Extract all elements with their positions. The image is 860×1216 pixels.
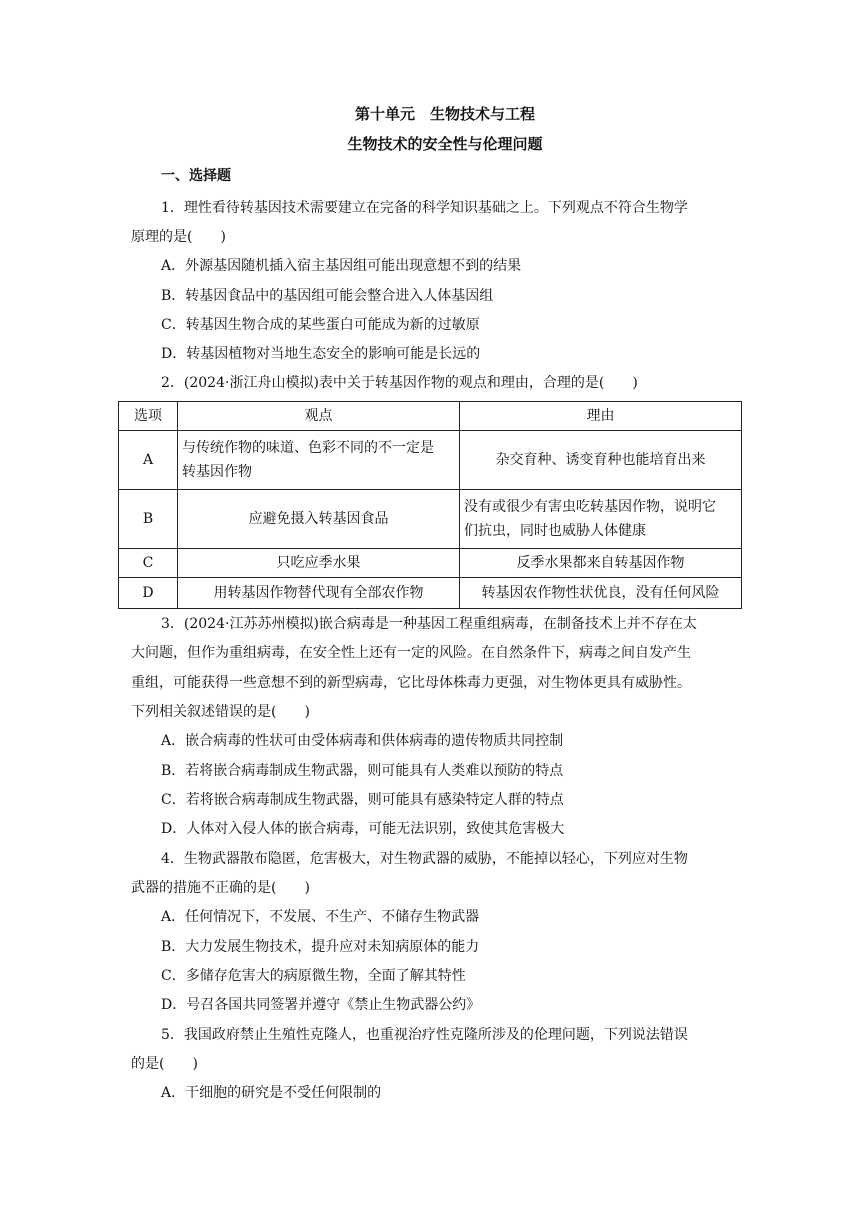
row-option: D bbox=[119, 578, 178, 609]
lesson-title: 生物技术的安全性与伦理问题 bbox=[347, 135, 543, 153]
row-reason bbox=[460, 490, 742, 549]
header-reason: 理由 bbox=[460, 402, 742, 431]
q5-option-a: A．干细胞的研究是不受任何限制的 bbox=[161, 1085, 382, 1101]
q4-stem-line-2: 武器的措施不正确的是( ) bbox=[131, 880, 310, 896]
section-heading: 一、选择题 bbox=[161, 168, 231, 184]
row-view-line-2: 转基因作物 bbox=[182, 464, 252, 480]
q3-stem-line-2: 大问题，但作为重组病毒，在安全性上还有一定的风险。在自然条件下，病毒之间自发产生 bbox=[131, 645, 691, 661]
q3-stem-line-4: 下列相关叙述错误的是( ) bbox=[131, 704, 310, 720]
q5-stem-line-2: 的是( ) bbox=[131, 1056, 198, 1072]
table-row bbox=[119, 431, 742, 490]
q3-option-c: C．若将嵌合病毒制成生物武器，则可能具有感染特定人群的特点 bbox=[161, 792, 564, 808]
q4-option-a: A．任何情况下，不发展、不生产、不储存生物武器 bbox=[161, 909, 480, 925]
row-option: B bbox=[119, 490, 178, 549]
row-view: 用转基因作物替代现有全部农作物 bbox=[178, 578, 460, 609]
q5-stem-line-1: 5．我国政府禁止生殖性克隆人，也重视治疗性克隆所涉及的伦理问题，下列说法错误 bbox=[161, 1027, 688, 1043]
row-view bbox=[178, 431, 460, 490]
row-reason-line-1: 没有或很少有害虫吃转基因作物，说明它 bbox=[464, 499, 716, 515]
table-row bbox=[119, 490, 742, 549]
table-header-row bbox=[119, 402, 742, 431]
q1-stem-line-1: 1．理性看待转基因技术需要建立在完备的科学知识基础之上。下列观点不符合生物学 bbox=[161, 200, 688, 216]
row-option: C bbox=[119, 549, 178, 578]
q1-option-c: C．转基因生物合成的某些蛋白可能成为新的过敏原 bbox=[161, 317, 480, 333]
q3-stem-line-1: 3．(2024·江苏苏州模拟)嵌合病毒是一种基因工程重组病毒，在制备技术上并不存在太 bbox=[161, 616, 697, 632]
row-reason: 转基因农作物性状优良，没有任何风险 bbox=[460, 578, 742, 609]
row-reason: 反季水果都来自转基因作物 bbox=[460, 549, 742, 578]
table-row bbox=[119, 578, 742, 609]
row-reason: 杂交育种、诱变育种也能培育出来 bbox=[460, 431, 742, 490]
row-view-line-1: 与传统作物的味道、色彩不同的不一定是 bbox=[182, 440, 434, 456]
q4-option-d: D．号召各国共同签署并遵守《禁止生物武器公约》 bbox=[161, 997, 481, 1013]
row-reason-line-2: 们抗虫，同时也威胁人体健康 bbox=[464, 523, 646, 539]
q1-option-d: D．转基因植物对当地生态安全的影响可能是长远的 bbox=[161, 346, 481, 362]
q2-stem: 2．(2024·浙江舟山模拟)表中关于转基因作物的观点和理由，合理的是( ) bbox=[161, 375, 638, 391]
table-row bbox=[119, 549, 742, 578]
q1-stem-line-2: 原理的是( ) bbox=[131, 229, 226, 245]
row-view: 只吃应季水果 bbox=[178, 549, 460, 578]
q3-option-a: A．嵌合病毒的性状可由受体病毒和供体病毒的遗传物质共同控制 bbox=[161, 733, 564, 749]
row-view: 应避免摄入转基因食品 bbox=[178, 490, 460, 549]
q4-option-c: C．多储存危害大的病原微生物，全面了解其特性 bbox=[161, 968, 466, 984]
q3-option-d: D．人体对入侵人体的嵌合病毒，可能无法识别，致使其危害极大 bbox=[161, 821, 565, 837]
q4-stem-line-1: 4．生物武器散布隐匿，危害极大，对生物武器的威胁，不能掉以轻心，下列应对生物 bbox=[161, 851, 688, 867]
q2-options-table bbox=[118, 401, 742, 609]
header-view: 观点 bbox=[178, 402, 460, 431]
q3-option-b: B．若将嵌合病毒制成生物武器，则可能具有人类难以预防的特点 bbox=[161, 763, 564, 779]
q1-option-b: B．转基因食品中的基因组可能会整合进入人体基因组 bbox=[161, 288, 494, 304]
q3-stem-line-3: 重组，可能获得一些意想不到的新型病毒，它比母体株毒力更强，对生物体更具有威胁性。 bbox=[131, 675, 691, 691]
row-option: A bbox=[119, 431, 178, 490]
q1-option-a: A．外源基因随机插入宿主基因组可能出现意想不到的结果 bbox=[161, 258, 522, 274]
header-option: 选项 bbox=[119, 402, 178, 431]
q4-option-b: B．大力发展生物技术，提升应对未知病原体的能力 bbox=[161, 939, 480, 955]
unit-title: 第十单元 生物技术与工程 bbox=[354, 105, 535, 123]
